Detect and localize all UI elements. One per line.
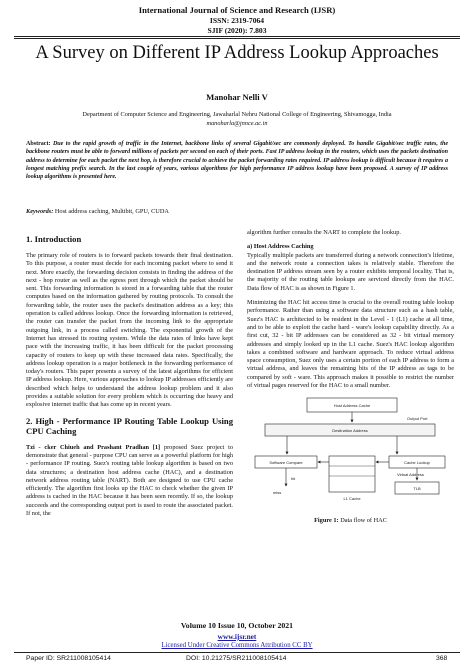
- abstract-text: Due to the rapid growth of traffic in the Internet, backbone links of several Gigabit/sec are commonly deployed. To handle Gigabit/sec traffic rates, the backbone routers must be able to forward millions of packets per second on each of their ports. Fast IP address lookup in the routers, which uses the packets destination address to determine for each packet the next hop, is therefore crucial to achieve the packet forwarding rates required. IP address lookup is difficult because it requires a longest matching prefix search. In the last couple of years, various algorithms for high performance IP address lookup have been proposed. A survey of IP address lookup algorithms is presented here.: [26, 141, 449, 181]
- footer-rule: [14, 652, 460, 653]
- miss-label: miss: [273, 490, 282, 496]
- author-affiliation: Department of Computer Science and Engineering, Jawaharlal Nehru National College of Engineering, Shivamogga, India: [82, 111, 392, 118]
- cache-lookup-label: Cache Lookup: [404, 460, 430, 466]
- output-port-label: Output Port: [407, 416, 428, 422]
- author-email: manoharla@jnnce.ac.in: [206, 120, 268, 127]
- keywords-text: Host address caching, Multibit, GPU, CUDA: [54, 208, 169, 215]
- volume-info: Volume 10 Issue 10, October 2021: [180, 621, 294, 630]
- hac-box-label: Host Address Cache: [333, 403, 371, 409]
- figure-caption-text: Data flow of HAC: [338, 517, 387, 525]
- tlb-label: TLB: [413, 486, 421, 492]
- section-1-paragraph: The primary role of routers is to forward packets towards their final destination. To this purpose, a router must decide for each incoming packet where to send it next. More exactly, the forwarding decision consists in finding the address of the next - hop router as well as the egress port through which the packet should be sent. This forwarding information is stored in a forwarding table that the router computes based on the information gathered by routing protocols. To consult the forwarding table, the router uses the packet's destination address as a key; this operation is called address lookup. Once the forwarding information is retrieved, the router can transfer the packet from the incoming link to the appropriate outgoing link, in a process called switching. The exponential growth of the Internet has stressed its routing system. While the data rates of links have kept pace with the increasing traffic, it has been difficult for the packet processing capacity of routers to keep up with these increased data rates. Specifically, the address lookup operation is a major bottleneck in the forwarding performance of today's routers. This paper presents a survey of the latest algorithms for efficient IP address lookup. Here, various approaches to lookup IP addresses efficiently are described which helps to understand the address lookup problem and it also provides a suitable solution for every problem which is occurring due heavy and explosive internet traffic that has come up in recent years.: [26, 252, 233, 409]
- right-column: [247, 229, 454, 526]
- continued-paragraph: algorithm further consults the NART to complete the lookup.: [247, 229, 401, 236]
- license-link[interactable]: Licensed Under Creative Commons Attribution CC BY: [161, 642, 313, 649]
- figure-1: [247, 396, 454, 514]
- header-rule-2: [14, 38, 460, 39]
- subsection-heading: a) Host Address Caching: [247, 243, 314, 251]
- subsection-paragraph: Typically multiple packets are transferred during a network connection's lifetime, and the network route a connection takes is relatively stable. Therefore the destination IP address stream seen by a router exhibits temporal locality. That is, the majority of the routing table lookups are serviced directly from the HAC. Data flow of HAC is as shown in Figure 1.: [247, 251, 454, 292]
- left-column: [26, 232, 233, 524]
- hit-label: hit: [291, 476, 296, 482]
- journal-website-link[interactable]: www.ijsr.net: [217, 632, 257, 641]
- software-compare-label: Software Compare: [269, 460, 303, 466]
- destination-address-label: Destination Address: [332, 428, 368, 434]
- virtual-address-label: Virtual Address: [397, 472, 424, 478]
- paper-id: Paper ID: SR211008105414: [26, 655, 111, 662]
- hac-dataflow-diagram: [247, 396, 454, 514]
- issn: ISSN: 2319-7064: [209, 16, 265, 25]
- abstract: [26, 140, 448, 181]
- section-1-heading: 1. Introduction: [26, 234, 82, 244]
- doi: DOI: 10.21275/SR211008105414: [186, 655, 287, 662]
- section-2-heading: 2. High - Performance IP Routing Table Lookup Using CPU Caching: [26, 415, 233, 436]
- journal-name: International Journal of Science and Research (IJSR): [138, 5, 336, 15]
- l1-cache-label: L1 Cache: [343, 496, 361, 502]
- header-rule: [14, 36, 460, 37]
- author-name: Manohar Nelli V: [206, 92, 268, 102]
- keywords-label: Keywords:: [26, 208, 54, 215]
- abstract-label: Abstract:: [26, 141, 51, 147]
- l1-cache-box: [329, 456, 375, 492]
- section-2-authors: Tzi - cker Chiueh and Prashant Pradhan [1]: [26, 443, 161, 451]
- page-number: 368: [436, 655, 448, 662]
- section-2-paragraph: [26, 444, 233, 519]
- paper-title: A Survey on Different IP Address Lookup Approaches: [35, 43, 439, 63]
- section-2-text: proposed Suez project to demonstrate that general - purpose CPU can serve as a powerful platform for high - performance IP routing. Suez's routing table lookup algorithm is based on two data structures; a destination host address cache (HAC), and a destination network address routing table (NART). Both are designed to use CPU cache efficiently. The algorithm first looks up the HAC to check whether the given IP address is cached in the HAC because it has been seen recently. If so, the lookup succeeds and the corresponding output port is used to route the associated packet. If not, the: [26, 443, 233, 518]
- sjif: SJIF (2020): 7.803: [207, 26, 267, 35]
- figure-caption: [247, 517, 454, 525]
- hac-paragraph: Minimizing the HAC hit access time is crucial to the overall routing table lookup performance. Rather than using a software data structure such as a hash table, Suez's HAC is architected to be resident in the Level - 1 (L1) cache at all time, and to be able to exploit the cache hard - ware's lookup capability directly. As a first cut, 32 - bit IP addresses can be considered as 32 - bit virtual memory addresses and simply looked up in the L1 cache. Suez's HAC lookup algorithm takes a combined software and hardware approach. To reduce virtual address space consumption, Suez only uses a certain portion of each IP address to form a virtual address, and leaves the remaining bits of the IP address as tags to be compared by soft - ware. This approach makes it possible to restrict the number of virtual pages reserved for the HAC to a small number.: [247, 299, 454, 390]
- figure-caption-label: Figure 1:: [314, 517, 339, 525]
- keywords: [26, 208, 448, 215]
